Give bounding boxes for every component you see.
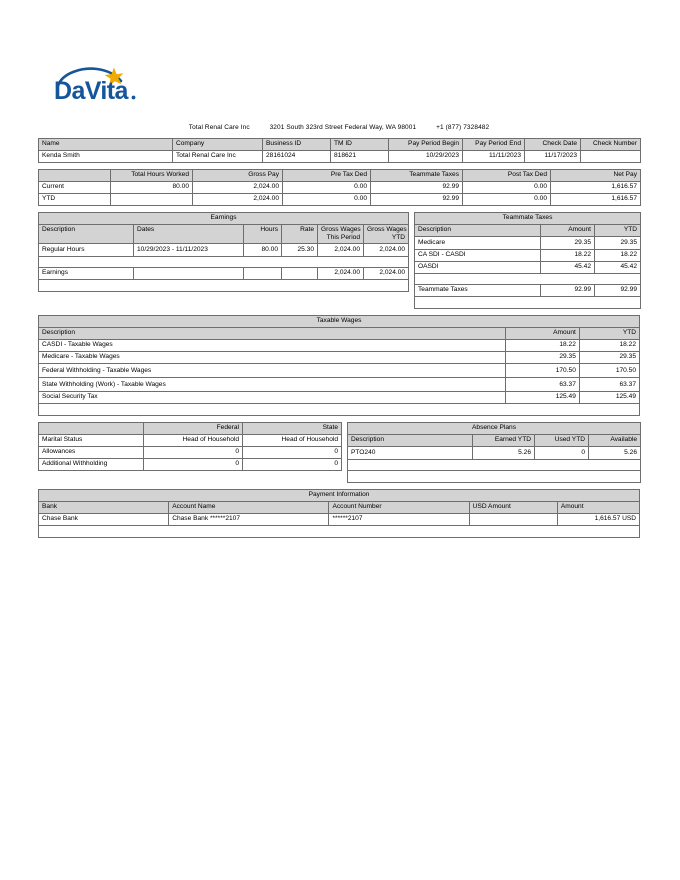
taxable-description: Medicare - Taxable Wages [39,352,506,364]
earnings-total-this-period: 2,024.00 [318,268,364,280]
taxable-wage-row [39,352,640,364]
absence-plans-table [347,422,641,483]
payment-account-number: ******2107 [329,513,469,526]
payment-information-title-row [39,489,640,501]
tax-ytd: 29.35 [595,237,641,250]
header-gross-wages-this-period [318,225,364,244]
ytd-teammate-taxes: 92.99 [371,194,463,206]
header-gross-pay: Gross Pay [193,170,283,182]
header-tax-description: Description [415,225,541,237]
header-gross-wages-ytd [364,225,409,244]
header-gross-wages-this-period-line1: Gross Wages [321,226,361,233]
header-taxable-amount: Amount [505,327,579,339]
teammate-tax-row [415,261,641,273]
earnings-header-row [39,225,409,244]
taxable-ytd: 29.35 [579,352,639,364]
header-usd-amount: USD Amount [469,501,557,513]
header-gross-wages-ytd-line1: Gross Wages [367,226,407,233]
company-address: 3201 South 323rd Street Federal Way, WA 98001 [269,124,417,131]
pay-summary-row-ytd [39,194,641,206]
taxable-ytd: 125.49 [579,392,639,404]
taxable-wages-title-row [39,315,640,327]
pay-summary-table [38,169,641,206]
value-pay-period-end: 11/11/2023 [463,151,525,163]
value-check-date: 11/17/2023 [525,151,581,163]
state-additional-withholding: 0 [243,459,342,471]
state-marital-status: Head of Household [243,435,342,447]
teammate-taxes-total-ytd: 92.99 [595,284,641,296]
earnings-title: Earnings [39,213,409,225]
company-name: Total Renal Care Inc [188,124,250,131]
absence-available: 5.26 [589,447,641,460]
header-net-pay: Net Pay [551,170,641,182]
taxable-wage-row [39,378,640,392]
label-marital-status: Marital Status [39,435,144,447]
teammate-taxes-header-row [415,225,641,237]
teammate-taxes-title-row [415,213,641,225]
header-used-ytd: Used YTD [535,435,589,447]
earnings-row [39,244,409,257]
header-teammate-taxes: Teammate Taxes [371,170,463,182]
header-check-number: Check Number [581,139,641,151]
row-label-current: Current [39,182,111,194]
davita-logo [52,66,182,106]
teammate-taxes-title: Teammate Taxes [415,213,641,225]
header-bank: Bank [39,501,169,513]
taxable-description: Federal Withholding - Taxable Wages [39,364,506,378]
taxable-description: State Withholding (Work) - Taxable Wages [39,378,506,392]
company-phone: +1 (877) 7328482 [436,124,490,131]
current-net-pay: 1,616.57 [551,182,641,194]
taxable-wages-table [38,315,640,417]
earnings-title-row [39,213,409,225]
absence-plans-bottom-cap [348,470,641,482]
employee-info-value-row [39,151,641,163]
earnings-total-rate-blank [282,268,318,280]
state-allowances: 0 [243,447,342,459]
svg-text:DaVita: DaVita [54,77,128,105]
absence-description: PTO240 [348,447,473,460]
header-total-hours-worked: Total Hours Worked [111,170,193,182]
taxable-wages-title: Taxable Wages [39,315,640,327]
teammate-taxes-total-amount: 92.99 [541,284,595,296]
ytd-post-tax-ded: 0.00 [463,194,551,206]
header-earnings-hours: Hours [244,225,282,244]
taxable-description: Social Security Tax [39,392,506,404]
header-summary-blank [39,170,111,182]
header-name: Name [39,139,173,151]
earnings-total-label: Earnings [39,268,134,280]
withholding-row-marital-status [39,435,342,447]
payment-account-name: Chase Bank ******2107 [169,513,329,526]
taxable-amount: 18.22 [505,339,579,352]
earnings-table [38,212,409,292]
payment-information-bottom-cap [39,526,640,538]
header-pay-period-begin: Pay Period Begin [389,139,463,151]
earnings-rate: 25.30 [282,244,318,257]
federal-additional-withholding: 0 [144,459,243,471]
withholding-row-additional [39,459,342,471]
taxable-ytd: 18.22 [579,339,639,352]
value-tm-id: 818621 [331,151,389,163]
header-tax-ytd: YTD [595,225,641,237]
tax-ytd: 45.42 [595,261,641,273]
taxable-description: CASDI - Taxable Wages [39,339,506,352]
ytd-net-pay: 1,616.57 [551,194,641,206]
current-post-tax-ded: 0.00 [463,182,551,194]
earnings-gross-ytd: 2,024.00 [364,244,409,257]
withholding-row-allowances [39,447,342,459]
value-check-number [581,151,641,163]
tax-amount: 45.42 [541,261,595,273]
header-pay-period-end: Pay Period End [463,139,525,151]
federal-allowances: 0 [144,447,243,459]
teammate-taxes-bottom-cap [415,296,641,308]
header-earnings-rate: Rate [282,225,318,244]
earnings-gross-this-period: 2,024.00 [318,244,364,257]
taxable-amount: 125.49 [505,392,579,404]
header-check-date: Check Date [525,139,581,151]
employee-info-table [38,138,641,163]
teammate-taxes-total-label: Teammate Taxes [415,284,541,296]
earnings-hours: 80.00 [244,244,282,257]
company-header-line [38,124,640,131]
tax-description: CA SDI - CASDI [415,249,541,261]
header-post-tax-ded: Post Tax Ded [463,170,551,182]
header-company: Company [173,139,263,151]
taxable-amount: 170.50 [505,364,579,378]
label-additional-withholding: Additional Withholding [39,459,144,471]
absence-plans-title-row [348,423,641,435]
earnings-description: Regular Hours [39,244,134,257]
absence-earned-ytd: 5.26 [473,447,535,460]
header-state: State [243,423,342,435]
teammate-taxes-table [414,212,641,309]
tax-amount: 29.35 [541,237,595,250]
payment-information-row [39,513,640,526]
current-total-hours: 80.00 [111,182,193,194]
header-account-number: Account Number [329,501,469,513]
header-absence-description: Description [348,435,473,447]
taxable-wage-row [39,392,640,404]
header-gross-wages-ytd-line2: YTD [391,234,406,242]
absence-plan-row [348,447,641,460]
federal-marital-status: Head of Household [144,435,243,447]
taxable-wage-row [39,339,640,352]
taxable-ytd: 63.37 [579,378,639,392]
header-taxable-description: Description [39,327,506,339]
tax-description: Medicare [415,237,541,250]
tax-ytd: 18.22 [595,249,641,261]
tax-description: OASDI [415,261,541,273]
ytd-gross-pay: 2,024.00 [193,194,283,206]
taxable-amount: 29.35 [505,352,579,364]
absence-plans-spacer-row [348,459,641,470]
earnings-dates: 10/29/2023 - 11/11/2023 [134,244,244,257]
payment-information-table [38,489,640,539]
ytd-pre-tax-ded: 0.00 [283,194,371,206]
payment-information-header-row [39,501,640,513]
header-withholding-blank [39,423,144,435]
payment-usd-amount [469,513,557,526]
taxable-wages-bottom-cap [39,404,640,416]
header-account-name: Account Name [169,501,329,513]
header-business-id: Business ID [263,139,331,151]
header-available: Available [589,435,641,447]
label-allowances: Allowances [39,447,144,459]
current-pre-tax-ded: 0.00 [283,182,371,194]
header-earnings-dates: Dates [134,225,244,244]
value-business-id: 28161024 [263,151,331,163]
row-label-ytd: YTD [39,194,111,206]
earnings-total-hours-blank [244,268,282,280]
earnings-spacer-row [39,256,409,267]
teammate-taxes-spacer-row [415,273,641,284]
withholding-table [38,422,342,471]
earnings-bottom-cap [39,280,409,292]
taxable-ytd: 170.50 [579,364,639,378]
absence-used-ytd: 0 [535,447,589,460]
current-teammate-taxes: 92.99 [371,182,463,194]
teammate-tax-row [415,237,641,250]
header-earnings-description: Description [39,225,134,244]
earnings-total-row [39,268,409,280]
value-name: Kenda Smith [39,151,173,163]
taxable-wage-row [39,364,640,378]
taxable-amount: 63.37 [505,378,579,392]
header-earned-ytd: Earned YTD [473,435,535,447]
teammate-tax-row [415,249,641,261]
value-pay-period-begin: 10/29/2023 [389,151,463,163]
withholding-header-row [39,423,342,435]
header-gross-wages-this-period-line2: This Period [326,234,360,242]
tax-amount: 18.22 [541,249,595,261]
earnings-total-dates-blank [134,268,244,280]
header-tm-id: TM ID [331,139,389,151]
payment-amount: 1,616.57 USD [557,513,639,526]
header-pre-tax-ded: Pre Tax Ded [283,170,371,182]
pay-summary-row-current [39,182,641,194]
teammate-taxes-total-row [415,284,641,296]
value-company: Total Renal Care Inc [173,151,263,163]
header-tax-amount: Amount [541,225,595,237]
employee-info-header-row [39,139,641,151]
ytd-total-hours [111,194,193,206]
header-amount: Amount [557,501,639,513]
payment-information-title: Payment Information [39,489,640,501]
header-taxable-ytd: YTD [579,327,639,339]
current-gross-pay: 2,024.00 [193,182,283,194]
earnings-total-ytd: 2,024.00 [364,268,409,280]
absence-plans-title: Absence Plans [348,423,641,435]
payment-bank: Chase Bank [39,513,169,526]
absence-plans-header-row [348,435,641,447]
header-federal: Federal [144,423,243,435]
taxable-wages-header-row [39,327,640,339]
pay-summary-header-row [39,170,641,182]
